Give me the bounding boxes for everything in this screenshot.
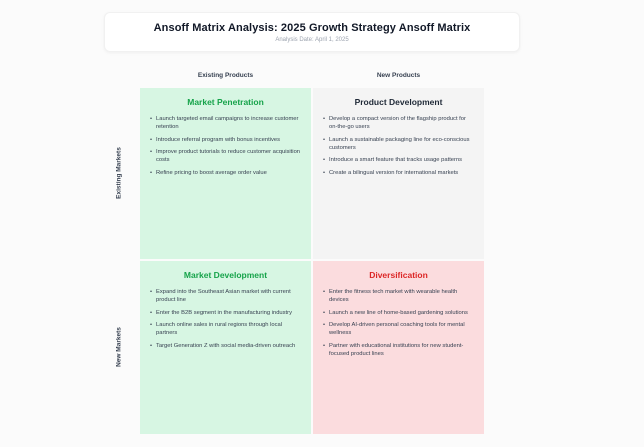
column-header-new-products: New Products (376, 72, 421, 79)
list-item: • Launch a sustainable packaging line for eco-conscious customers (322, 136, 475, 152)
quadrant-title: Market Penetration (187, 97, 264, 107)
list-item: • Enter the fitness tech market with wearable health devices (322, 288, 475, 304)
list-item: • Introduce referral program with bonus incentives (149, 136, 302, 144)
quadrant-title: Market Development (183, 270, 268, 280)
quadrant-market-penetration (140, 88, 311, 259)
list-item: • Expand into the Southeast Asian market with current product line (149, 288, 302, 304)
list-item: • Launch targeted email campaigns to increase customer retention (149, 115, 302, 131)
row-label-new-markets: New Markets (115, 327, 123, 367)
quadrant-item-list (147, 288, 304, 350)
list-item: • Refine pricing to boost average order value (149, 169, 302, 177)
column-header-existing-products: Existing Products (197, 72, 254, 79)
list-item: • Launch a new line of home-based gardening solutions (322, 309, 475, 317)
quadrant-diversification (313, 261, 484, 434)
header-card (104, 12, 520, 52)
list-item: • Develop a compact version of the flagship product for on-the-go users (322, 115, 475, 131)
quadrant-product-development (313, 88, 484, 259)
quadrant-item-list (320, 288, 477, 358)
quadrant-title: Diversification (369, 270, 428, 280)
list-item: • Enter the B2B segment in the manufacturing industry (149, 309, 302, 317)
quadrant-title: Product Development (354, 97, 443, 107)
list-item: • Create a bilingual version for international markets (322, 169, 475, 177)
quadrant-item-list (320, 115, 477, 177)
list-item: • Develop AI-driven personal coaching tools for mental wellness (322, 321, 475, 337)
quadrant-market-development (140, 261, 311, 434)
list-item: • Partner with educational institutions for new student-focused product lines (322, 342, 475, 358)
analysis-date: Analysis Date: April 1, 2025 (275, 36, 349, 43)
list-item: • Target Generation Z with social media-driven outreach (149, 342, 302, 350)
list-item: • Introduce a smart feature that tracks usage patterns (322, 156, 475, 164)
row-label-existing-markets: Existing Markets (115, 147, 123, 199)
list-item: • Improve product tutorials to reduce customer acquisition costs (149, 148, 302, 164)
quadrant-item-list (147, 115, 304, 177)
list-item: • Launch online sales in rural regions through local partners (149, 321, 302, 337)
page-title: Ansoff Matrix Analysis: 2025 Growth Strategy Ansoff Matrix (153, 21, 471, 34)
